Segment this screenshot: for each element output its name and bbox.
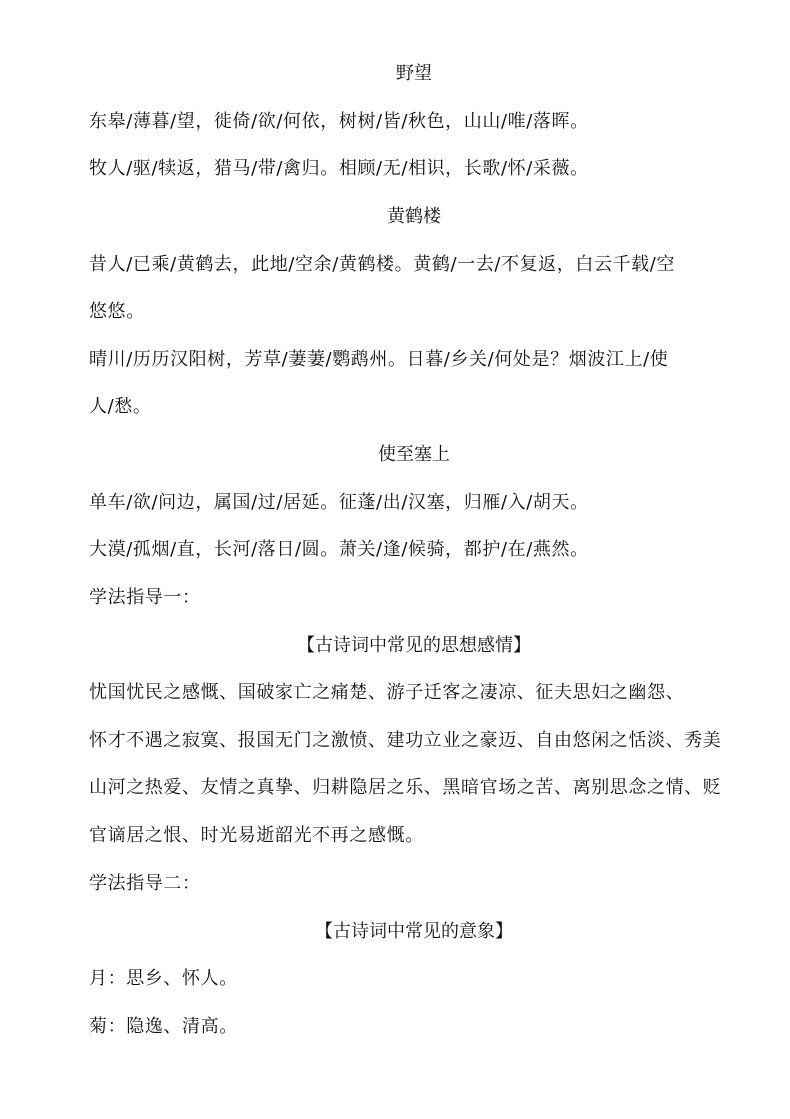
poem-title-shizhisaishang: 使至塞上 [378,444,450,465]
poem-line: 大漠/孤烟/直，长河/落日/圆。萧关/逢/候骑，都护/在/燕然。 [89,539,589,560]
guide1-line-continuation: 山河之热爱、友情之真挚、归耕隐居之乐、黑暗官场之苦、离别思念之情、贬 [89,777,722,798]
poem-line-continuation: 人/愁。 [89,396,152,417]
guide1-line-continuation: 官谪居之恨、时光易逝韶光不再之感慨。 [89,825,424,846]
poem-line: 晴川/历历汉阳树，芳草/萋萋/鹦鹉州。日暮/乡关/何处是？烟波江上/使 [89,349,669,370]
guide2-label: 学法指导二： [89,873,201,894]
guide1-heading: 【古诗词中常见的思想感情】 [297,635,531,656]
poem-line: 东皋/薄暮/望，徙倚/欲/何依，树树/皆/秋色，山山/唯/落晖。 [89,111,589,132]
guide1-line: 忧国忧民之感慨、国破家亡之痛楚、游子迁客之凄凉、征夫思妇之幽怨、 [89,682,685,703]
poem-title-huanghelou: 黄鹤楼 [387,206,441,227]
poem-line-continuation: 悠悠。 [89,301,145,322]
poem-line: 昔人/已乘/黄鹤去，此地/空余/黄鹤楼。黄鹤/一去/不复返，白云千载/空 [89,254,676,275]
guide2-heading: 【古诗词中常见的意象】 [315,921,513,942]
poem-line: 牧人/驱/犊返，猎马/带/禽归。相顾/无/相识，长歌/怀/采薇。 [89,158,589,179]
poem-title-yewang: 野望 [396,63,432,84]
guide1-label: 学法指导一： [89,587,201,608]
poem-line: 单车/欲/问边，属国/过/居延。征蓬/出/汉塞，归雁/入/胡天。 [89,492,589,513]
imagery-item-moon: 月：思乡、怀人。 [89,968,238,989]
guide1-line-continuation: 怀才不遇之寂寞、报国无门之激愤、建功立业之豪迈、自由悠闲之恬淡、秀美 [89,730,722,751]
imagery-item-chrysanthemum: 菊：隐逸、清高。 [89,1016,238,1037]
